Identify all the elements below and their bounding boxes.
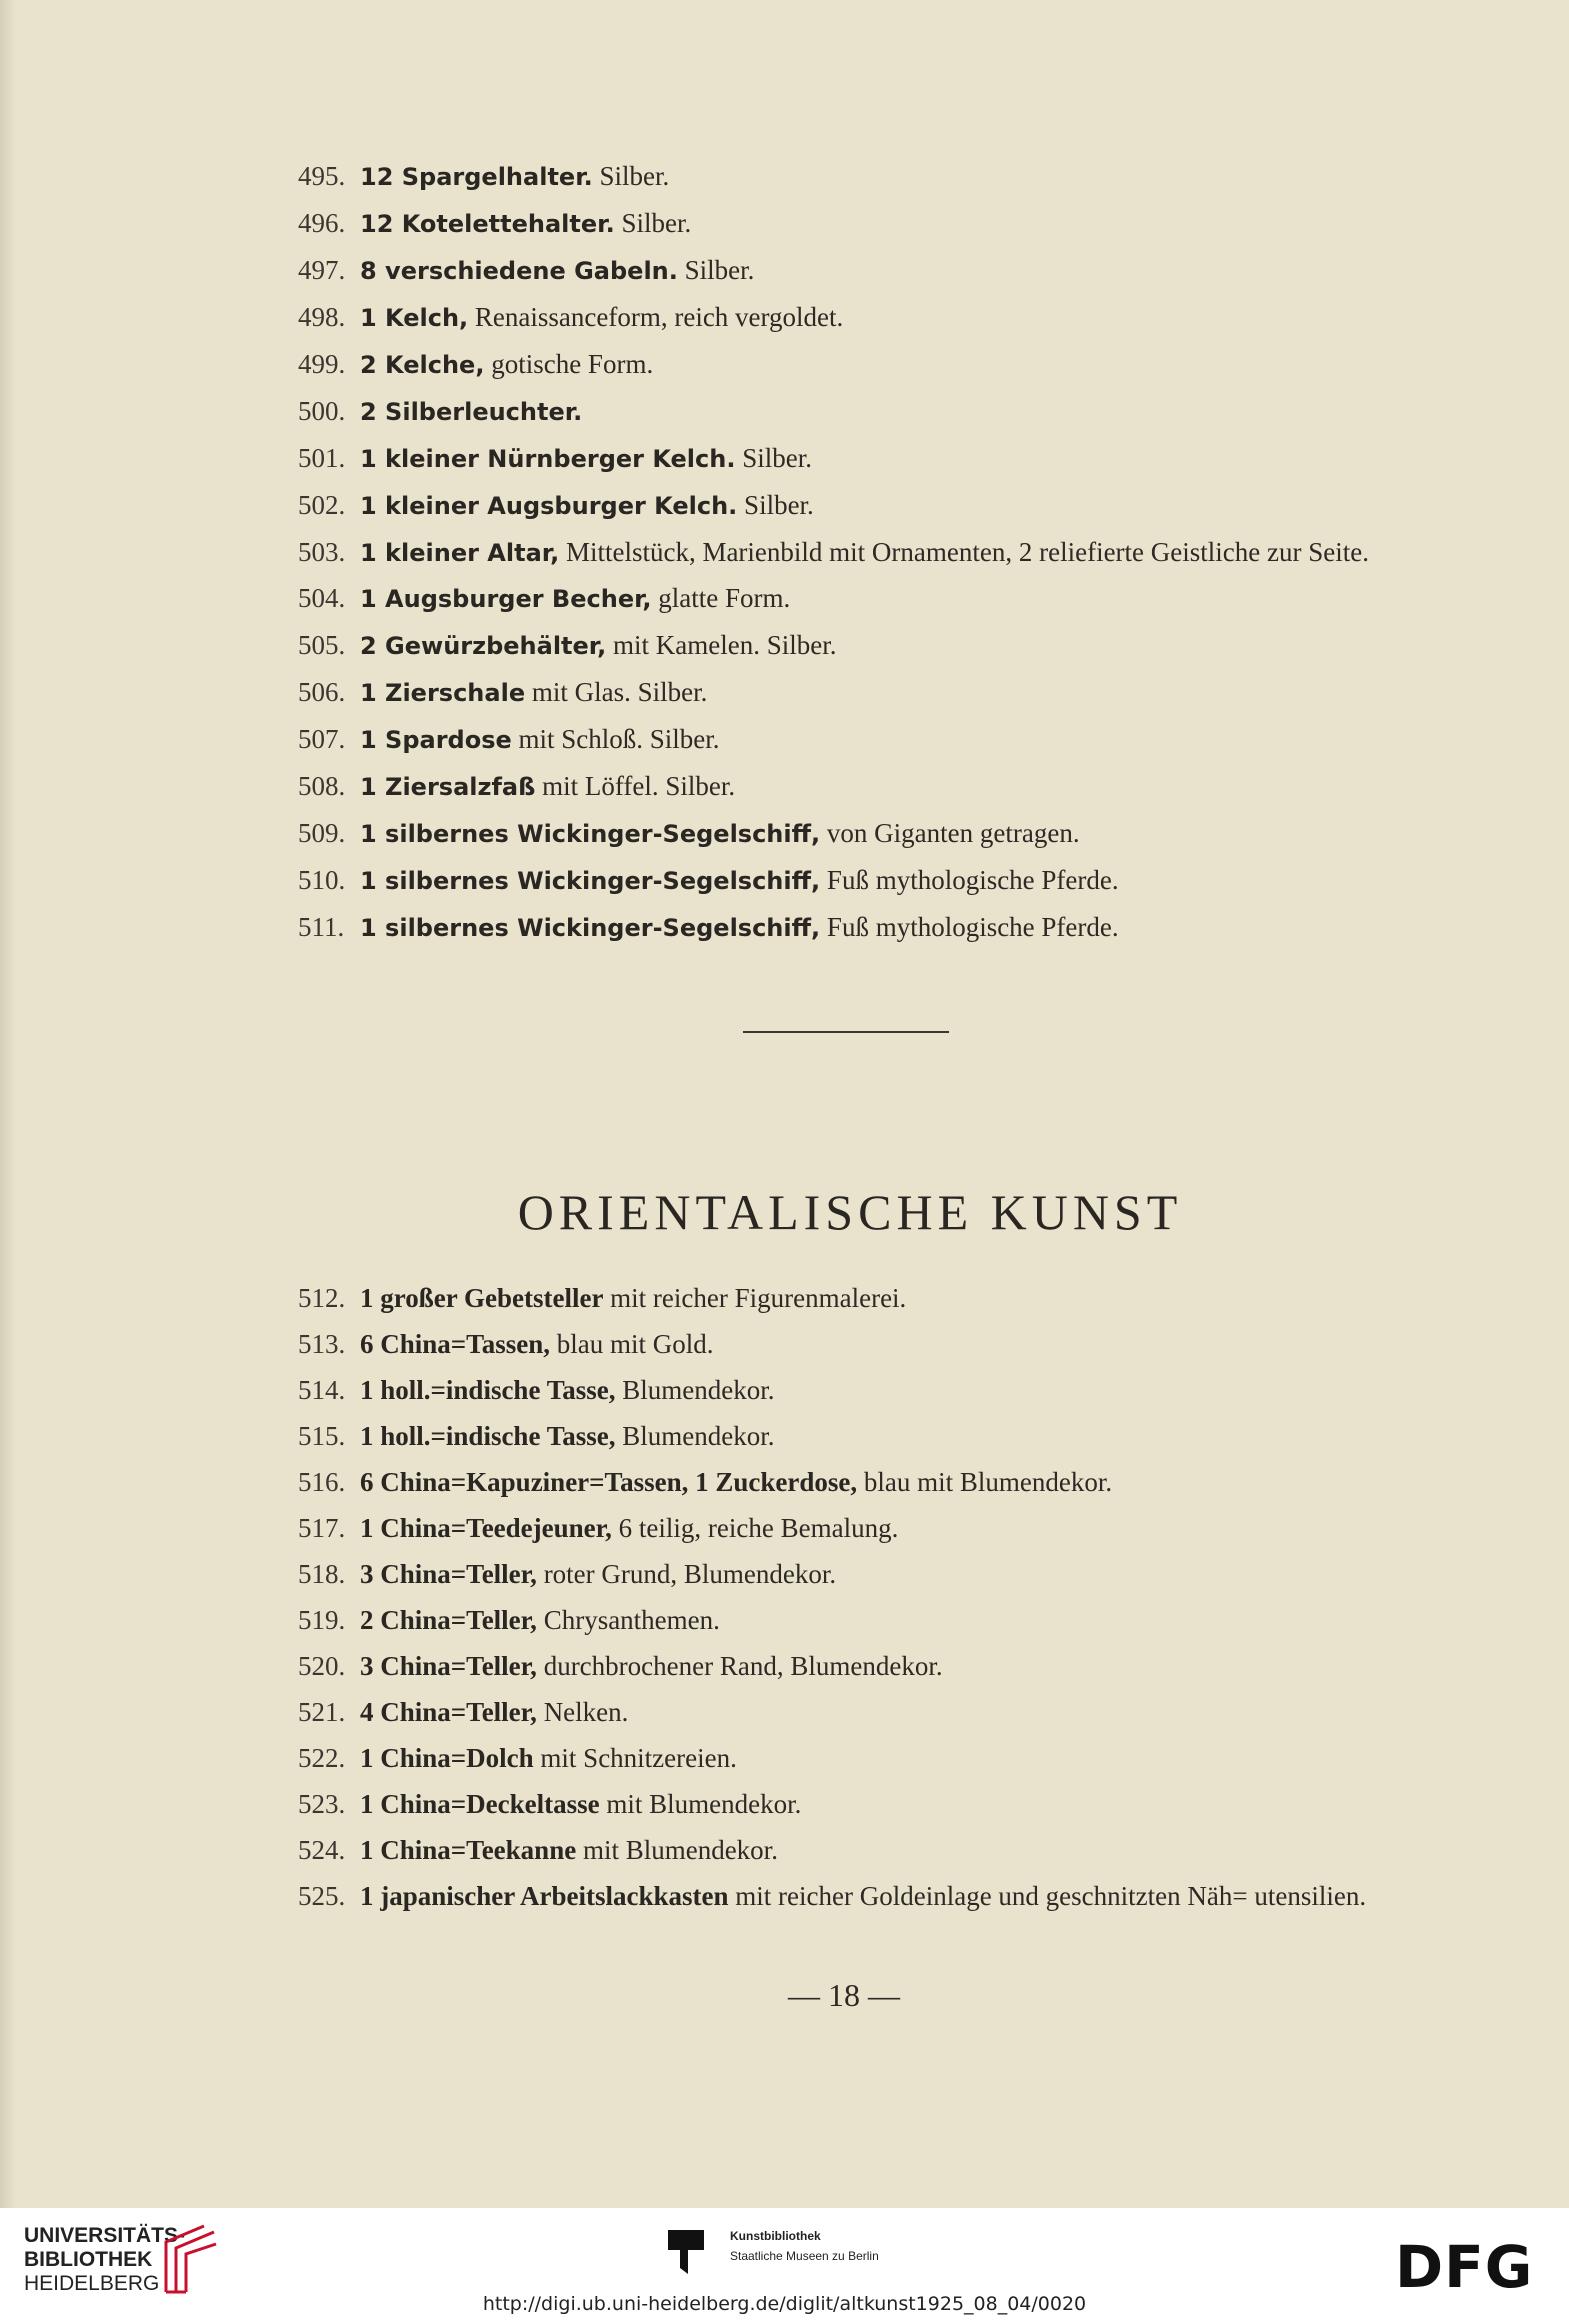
item-title: 1 China=Teekanne <box>360 1835 577 1865</box>
item-text: roter Grund, Blumendekor. <box>536 1559 837 1589</box>
ub-line-2: BIBLIOTHEK <box>24 2248 153 2271</box>
list-item <box>298 1878 1398 1914</box>
item-text: Silber. <box>737 490 814 520</box>
ub-line-3: HEIDELBERG <box>24 2272 160 2295</box>
item-text: mit Glas. Silber. <box>525 677 708 707</box>
item-text: 6 teilig, reiche Bemalung. <box>611 1513 899 1543</box>
item-title: 1 Augsburger Becher, <box>360 585 652 613</box>
page-number: — 18 — <box>788 1977 900 2013</box>
list-item <box>298 1832 1398 1869</box>
item-number: 516. <box>298 1467 346 1497</box>
item-title: 1 China=Deckeltasse <box>360 1789 600 1819</box>
item-number: 515. <box>298 1421 346 1451</box>
item-number: 501. <box>298 443 346 473</box>
item-text: Silber. <box>677 255 755 285</box>
item-text: von Giganten getragen. <box>820 818 1080 848</box>
item-title: 1 silbernes Wickinger-Segelschiff, <box>360 914 821 942</box>
list-item <box>298 674 1398 712</box>
list-item <box>298 862 1398 900</box>
item-title: 4 China=Teller, <box>360 1697 537 1727</box>
ub-line-1: UNIVERSITÄTS- <box>24 2224 186 2247</box>
item-text: durchbrochener Rand, Blumendekor. <box>536 1651 943 1681</box>
item-text: mit Löffel. Silber. <box>535 771 736 801</box>
item-number: 510. <box>298 865 346 895</box>
list-item <box>298 1786 1398 1823</box>
item-title: 6 China=Tassen, <box>360 1329 550 1359</box>
item-title: 8 verschiedene Gabeln. <box>360 257 678 285</box>
list-item <box>298 1464 1398 1501</box>
item-number: 495. <box>298 161 346 191</box>
list-item <box>298 1648 1398 1685</box>
item-number: 503. <box>298 537 346 567</box>
item-number: 507. <box>298 724 346 754</box>
list-item <box>298 721 1398 759</box>
list-item <box>298 346 1398 384</box>
item-title: 12 Kotelettehalter. <box>360 210 615 238</box>
item-number: 523. <box>298 1789 346 1819</box>
list-item <box>298 252 1398 290</box>
list-item <box>298 205 1398 243</box>
item-number: 497. <box>298 255 346 285</box>
item-number: 500. <box>298 396 346 426</box>
item-text: mit Kamelen. Silber. <box>606 630 837 660</box>
item-number: 522. <box>298 1743 346 1773</box>
item-number: 505. <box>298 630 346 660</box>
item-number: 496. <box>298 208 346 238</box>
item-title: 1 kleiner Augsburger Kelch. <box>360 492 738 520</box>
item-title: 1 großer Gebetsteller <box>360 1283 604 1313</box>
item-text: Nelken. <box>536 1697 629 1727</box>
item-title: 1 Zierschale <box>360 679 526 707</box>
item-text: mit Schnitzereien. <box>533 1743 737 1773</box>
item-text: mit Schloß. Silber. <box>511 724 720 754</box>
kunstbibliothek-logo-icon <box>668 2230 704 2274</box>
item-list-oriental <box>298 1280 1398 1923</box>
list-item <box>298 1372 1398 1409</box>
item-title: 2 China=Teller, <box>360 1605 537 1635</box>
item-text: mit reicher Figurenmalerei. <box>603 1283 907 1313</box>
item-list-silver <box>298 158 1398 956</box>
item-title: 1 Spardose <box>360 726 512 754</box>
list-item <box>298 580 1398 618</box>
item-title: 1 China=Teedejeuner, <box>360 1513 612 1543</box>
list-item <box>298 158 1398 196</box>
section-heading: ORIENTALISCHE KUNST <box>517 1184 1183 1240</box>
item-text: Silber. <box>735 443 812 473</box>
item-text: gotische Form. <box>484 349 654 379</box>
item-number: 517. <box>298 1513 346 1543</box>
list-item <box>298 1694 1398 1731</box>
item-title: 1 holl.=indische Tasse, <box>360 1421 616 1451</box>
item-number: 512. <box>298 1283 346 1313</box>
item-number: 513. <box>298 1329 346 1359</box>
item-number: 524. <box>298 1835 346 1865</box>
item-number: 520. <box>298 1651 346 1681</box>
item-title: 1 kleiner Altar, <box>360 539 560 567</box>
item-text: Silber. <box>592 161 670 191</box>
item-title: 1 silbernes Wickinger-Segelschiff, <box>360 867 821 895</box>
viewer-footer <box>0 2208 1569 2320</box>
item-title: 3 China=Teller, <box>360 1651 537 1681</box>
list-item <box>298 1602 1398 1639</box>
list-item <box>298 1280 1398 1317</box>
dfg-logo: DFG <box>1395 2233 1534 2301</box>
item-title: 1 silbernes Wickinger-Segelschiff, <box>360 820 821 848</box>
item-title: 1 kleiner Nürnberger Kelch. <box>360 445 736 473</box>
item-number: 509. <box>298 818 346 848</box>
item-text: blau mit Blumendekor. <box>857 1467 1113 1497</box>
section-divider <box>743 1031 949 1033</box>
list-item <box>298 393 1398 431</box>
permalink-url[interactable]: http://digi.ub.uni-heidelberg.de/diglit/altkunst1925_08_04/0020 <box>482 2293 1087 2315</box>
list-item <box>298 1326 1398 1363</box>
item-text: Fuß mythologische Pferde. <box>820 912 1119 942</box>
kb-line-1: Kunstbibliothek <box>730 2229 821 2243</box>
item-number: 518. <box>298 1559 346 1589</box>
kb-line-2: Staatliche Museen zu Berlin <box>730 2249 879 2263</box>
list-item <box>298 487 1398 525</box>
item-title: 12 Spargelhalter. <box>360 163 593 191</box>
list-item <box>298 1740 1398 1777</box>
item-text: Blumendekor. <box>615 1375 775 1405</box>
item-text: Mittelstück, Marienbild mit Ornamenten, 2 reliefierte Geistliche zur Seite. <box>559 537 1369 567</box>
list-item <box>298 440 1398 478</box>
item-number: 508. <box>298 771 346 801</box>
item-title: 3 China=Teller, <box>360 1559 537 1589</box>
ub-heidelberg-logo-icon <box>158 2218 220 2298</box>
item-text: mit Blumendekor. <box>576 1835 778 1865</box>
list-item <box>298 1556 1398 1593</box>
item-number: 525. <box>298 1881 346 1911</box>
item-number: 506. <box>298 677 346 707</box>
item-number: 519. <box>298 1605 346 1635</box>
item-number: 511. <box>298 912 345 942</box>
item-text: Chrysanthemen. <box>536 1605 720 1635</box>
item-text: Fuß mythologische Pferde. <box>820 865 1119 895</box>
list-item <box>298 299 1398 337</box>
kunstbibliothek-label <box>730 2226 879 2266</box>
item-text: mit Blumendekor. <box>599 1789 802 1819</box>
item-title: 1 japanischer Arbeitslackkasten <box>360 1881 729 1911</box>
item-title: 2 Gewürzbehälter, <box>360 632 607 660</box>
item-number: 521. <box>298 1697 346 1727</box>
item-text: glatte Form. <box>651 583 791 613</box>
list-item <box>298 627 1398 665</box>
item-text: mit reicher Goldeinlage und geschnitzten Näh= utensilien. <box>728 1881 1367 1911</box>
list-item <box>298 1418 1398 1455</box>
item-number: 498. <box>298 302 346 332</box>
list-item <box>298 768 1398 806</box>
list-item <box>298 1510 1398 1547</box>
item-title: 2 Kelche, <box>360 351 485 379</box>
item-text: Blumendekor. <box>615 1421 775 1451</box>
item-title: 2 Silberleuchter. <box>360 398 583 426</box>
list-item <box>298 534 1398 571</box>
list-item <box>298 909 1398 947</box>
item-title: 1 Ziersalzfaß <box>360 773 536 801</box>
item-number: 499. <box>298 349 346 379</box>
item-title: 6 China=Kapuziner=Tassen, 1 Zuckerdose, <box>360 1467 858 1497</box>
item-title: 1 China=Dolch <box>360 1743 534 1773</box>
item-text: Silber. <box>614 208 692 238</box>
item-number: 502. <box>298 490 346 520</box>
item-title: 1 holl.=indische Tasse, <box>360 1375 616 1405</box>
item-title: 1 Kelch, <box>360 304 469 332</box>
item-text: blau mit Gold. <box>549 1329 714 1359</box>
item-number: 504. <box>298 583 346 613</box>
item-text: Renaissanceform, reich vergoldet. <box>468 302 844 332</box>
list-item <box>298 815 1398 853</box>
item-number: 514. <box>298 1375 346 1405</box>
